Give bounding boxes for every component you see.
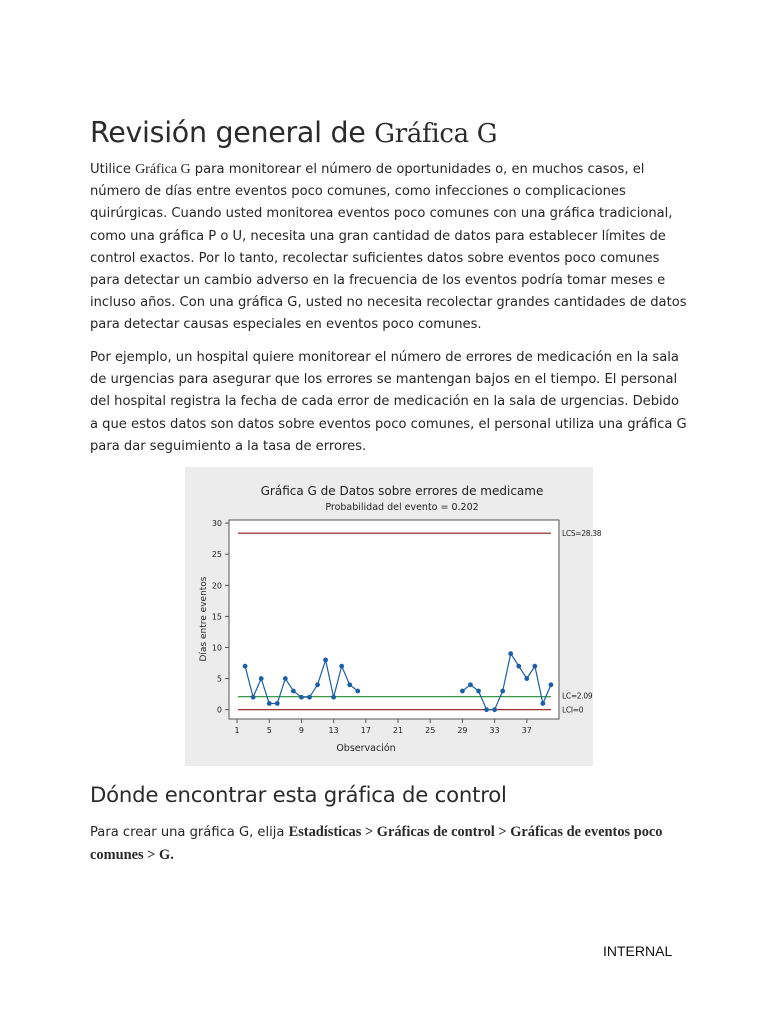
chart-title: Gráfica G de Datos sobre errores de medicame <box>260 484 544 498</box>
plot-area <box>229 520 559 719</box>
x-tick-label: 5 <box>266 726 272 735</box>
x-tick-label: 29 <box>457 726 468 735</box>
y-tick-label: 15 <box>211 612 222 622</box>
x-axis-ticks <box>235 719 532 735</box>
menu-separator: > <box>143 847 159 864</box>
data-point <box>355 689 360 694</box>
data-point <box>267 701 272 706</box>
intro-term: Gráfica G <box>135 162 191 177</box>
menu-item-g: G <box>158 847 171 864</box>
title-prefix: Revisión general de <box>90 116 375 149</box>
menu-item-control-charts: Gráficas de control <box>376 824 495 840</box>
data-point <box>460 689 465 694</box>
classification-footer: INTERNAL <box>603 943 673 959</box>
data-point <box>476 689 481 694</box>
menu-path-lead: Para crear una gráfica G, elija <box>90 825 289 840</box>
y-tick-label: 0 <box>216 705 222 715</box>
limit-label-lcs: LCS=28.38 <box>562 529 602 539</box>
y-tick-label: 10 <box>211 643 222 653</box>
data-point <box>484 707 489 712</box>
data-point <box>492 707 497 712</box>
menu-path-paragraph <box>90 821 690 867</box>
data-point <box>541 701 546 706</box>
example-paragraph: Por ejemplo, un hospital quiere monitorear el número de errores de medicación en la sala de urgencias para asegurar que los errores se mantengan bajos en el tiempo. El personal del hospital registra la fecha de cada error de medicación en la sala de urgencias. Debido a que estos datos son datos sobre eventos poco comunes, el personal utiliza una gráfica G para dar seguimiento a la tasa de errores. <box>90 350 687 454</box>
y-axis-ticks <box>212 519 229 715</box>
y-tick-label: 5 <box>216 674 222 684</box>
section-heading: Dónde encontrar esta gráfica de control <box>90 782 507 807</box>
x-tick-label: 17 <box>360 726 371 735</box>
data-point <box>508 651 513 656</box>
menu-separator: > <box>361 824 377 840</box>
g-chart <box>185 467 602 766</box>
title-term: Gráfica G <box>374 119 498 149</box>
data-point <box>283 676 288 681</box>
data-point <box>259 676 264 681</box>
data-point <box>532 664 537 669</box>
data-point <box>251 695 256 700</box>
limit-label-lci: LCI=0 <box>562 705 584 715</box>
data-point <box>347 682 352 687</box>
data-point <box>516 664 521 669</box>
data-point <box>524 676 529 681</box>
chart-subtitle: Probabilidad del evento = 0.202 <box>325 502 479 513</box>
data-point <box>323 658 328 663</box>
data-point <box>315 682 320 687</box>
menu-path-end: . <box>170 847 174 864</box>
intro-body: para monitorear el número de oportunidades o, en muchos casos, el número de días entre eventos poco comunes, como infecciones o complicaciones quirúrgicas. Cuando usted monitorea eventos poco comunes con una gráfica tradicional, como una gráfica P o U, necesita una gran cantidad de datos para establecer límites de control exactos. Por lo tanto, recolectar suficientes datos sobre eventos poco comunes para detectar un cambio adverso en la frecuencia de los eventos podría tomar meses e incluso años. Con una gráfica G, usted no necesita recolectar grandes cantidades de datos para detectar causas especiales en eventos poco comunes. <box>90 162 687 333</box>
data-point <box>468 682 473 687</box>
data-point <box>291 689 296 694</box>
x-axis-label: Observación <box>336 743 396 754</box>
y-tick-label: 20 <box>211 581 222 591</box>
data-point <box>299 695 304 700</box>
x-tick-label: 25 <box>425 726 436 735</box>
page-title <box>90 116 497 149</box>
x-tick-label: 37 <box>521 726 532 735</box>
menu-item-stats: Estadísticas <box>288 824 362 840</box>
x-tick-label: 13 <box>328 726 339 735</box>
data-point <box>275 701 280 706</box>
x-tick-label: 21 <box>392 726 404 735</box>
data-point <box>339 664 344 669</box>
menu-item-rare-events: Gráficas de eventos poco comunes <box>90 824 663 864</box>
y-tick-label: 30 <box>211 519 222 529</box>
g-chart-figure <box>185 467 602 766</box>
menu-separator: > <box>494 824 511 840</box>
data-point <box>243 664 248 669</box>
x-tick-label: 33 <box>489 726 500 735</box>
intro-paragraph <box>90 159 690 337</box>
intro-lead: Utilice <box>90 162 136 177</box>
y-axis-label: Días entre eventos <box>199 576 209 662</box>
data-point <box>331 695 336 700</box>
limit-label-lc: LC=2.09 <box>562 691 593 701</box>
x-tick-label: 9 <box>298 726 304 735</box>
y-tick-label: 25 <box>211 550 222 560</box>
data-point <box>549 682 554 687</box>
x-tick-label: 1 <box>234 726 240 735</box>
data-point <box>500 689 505 694</box>
data-point <box>307 695 312 700</box>
